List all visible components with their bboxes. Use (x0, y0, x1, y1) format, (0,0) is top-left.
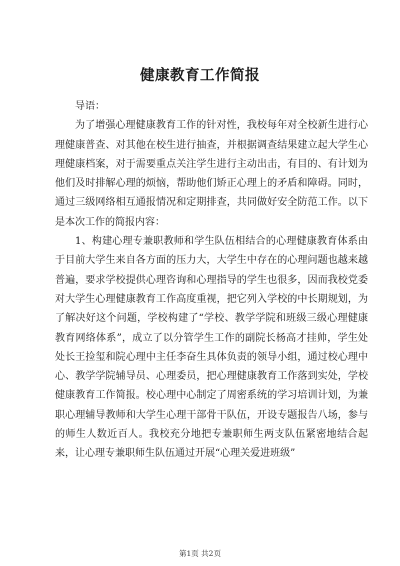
intro-label: 导语： (75, 101, 105, 112)
document-body (55, 97, 368, 464)
document-title: 健康教育工作简报 (140, 67, 260, 84)
paragraph: 1、构建心理专兼职教师和学生队伍相结合的心理健康教育体系由于目前大学生来自各方面的压力大，大学生中存在的心理问题也越来越普遍，要求学校提供心理咨询和心理指导的学生也很多，因而我校党委对大学生心理健康教育工作高度重视，把它列入学校的中长期规划，为了解决好这个问题，学校构建了“学校、教学学院和班级三级心理健康教育网络体系”，成立了以分管学生工作的副院长杨高才挂帅，学生处处长王捡玺和院心理中主任李奋生具体负责的领导小组，通过校心理中心、教学学院辅导员、心理委员，把心理健康教育工作落到实处，学校健康教育工作简报。校心理中心制定了周密系统的学习培训计划，为兼职心理辅导教师和大学生心理干部骨干队伍，开设专题报告八场，参与的师生人数近百人。我校充分地把专兼职师生两支队伍紧密地结合起来，让心理专兼职师生队伍通过开展“心理关爱进班级” (55, 236, 368, 460)
paragraph: 为了增强心理健康教育工作的针对性，我校每年对全校新生进行心理健康普查、对其他在校生进行抽查，并根据调查结果建立起大学生心理健康档案，对于需要重点关注学生进行主动出击，有目的、有计划为他们及时排解心理的烦恼，帮助他们矫正心理上的矛盾和障碍。同时，通过三级网络相互通报情况和定期排查，共同做好安全防范工作。以下是本次工作的简报内容： (55, 120, 368, 228)
page-number: 第1页 共2页 (179, 549, 221, 558)
